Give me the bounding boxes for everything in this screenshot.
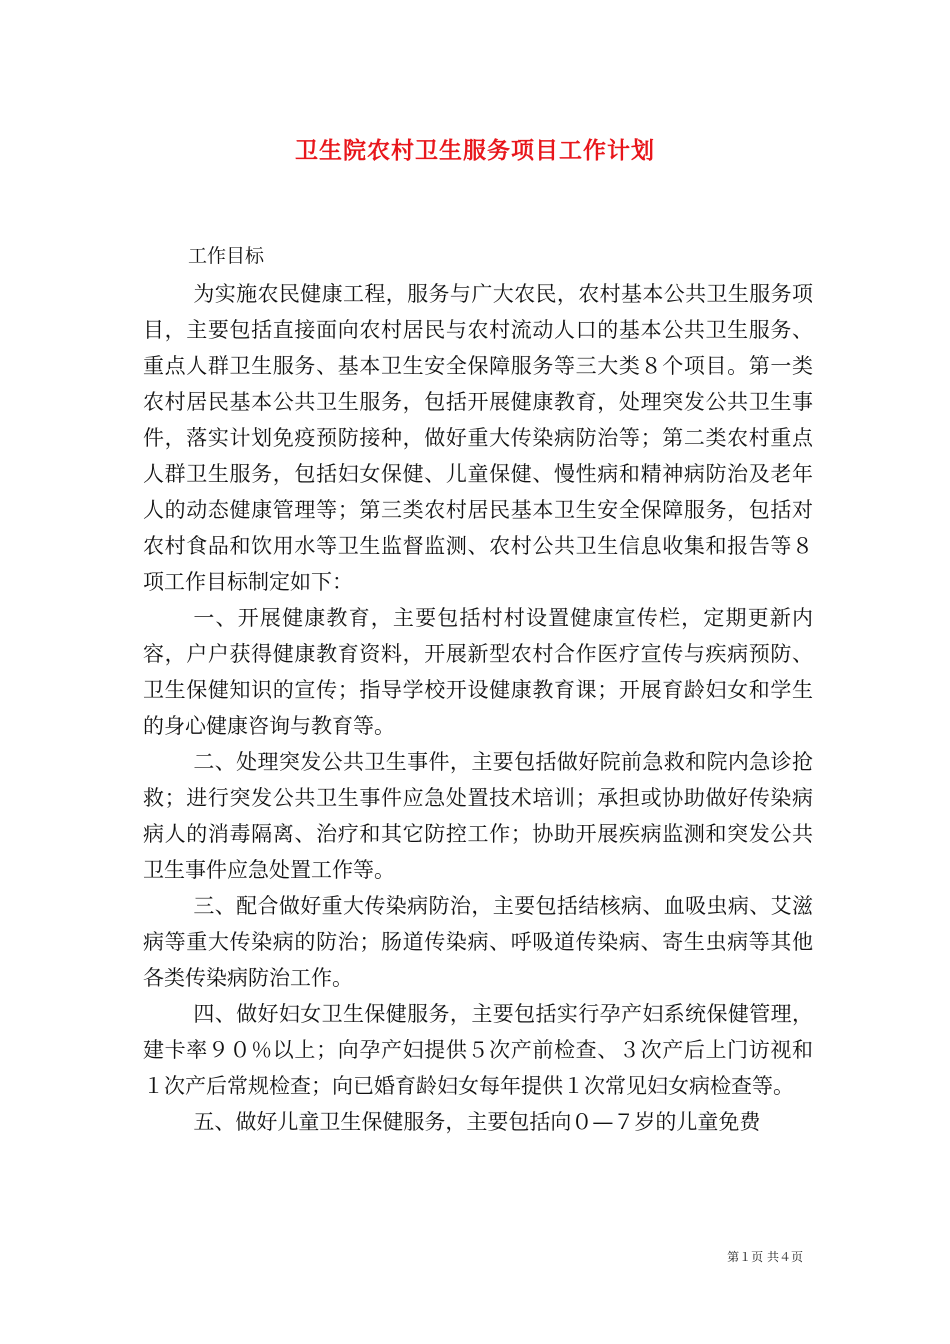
section-heading: 工作目标 [188,245,265,267]
paragraph-item-5: 五、做好儿童卫生保健服务，主要包括向０—７岁的儿童免费 [193,1110,761,1134]
document-title: 卫生院农村卫生服务项目工作计划 [295,137,655,164]
page-number-footer: 第１页 共４页 [727,1250,803,1264]
paragraph-item-1: 一、开展健康教育，主要包括村村设置健康宣传栏，定期更新内容，户户获得健康教育资料，开展新型农村合作医疗宣传与疾病预防、卫生保健知识的宣传；指导学校开设健康教育课；开展育龄妇女和学生的身心健康咨询与教育等。 [143,606,813,738]
paragraph-item-3: 三、配合做好重大传染病防治，主要包括结核病、血吸虫病、艾滋病等重大传染病的防治；肠道传染病、呼吸道传染病、寄生虫病等其他各类传染病防治工作。 [143,894,813,990]
paragraph-item-2: 二、处理突发公共卫生事件，主要包括做好院前急救和院内急诊抢救；进行突发公共卫生事件应急处置技术培训；承担或协助做好传染病病人的消毒隔离、治疗和其它防控工作；协助开展疾病监测和突发公共卫生事件应急处置工作等。 [143,750,813,882]
document-body [143,276,813,1140]
paragraph-item-4: 四、做好妇女卫生保健服务，主要包括实行孕产妇系统保健管理，建卡率９０％以上；向孕产妇提供５次产前检查、３次产后上门访视和１次产后常规检查；向已婚育龄妇女每年提供１次常见妇女病检查等。 [143,1002,813,1098]
paragraph-intro: 为实施农民健康工程，服务与广大农民，农村基本公共卫生服务项目，主要包括直接面向农村居民与农村流动人口的基本公共卫生服务、重点人群卫生服务、基本卫生安全保障服务等三大类８个项目。第一类农村居民基本公共卫生服务，包括开展健康教育，处理突发公共卫生事件，落实计划免疫预防接种，做好重大传染病防治等；第二类农村重点人群卫生服务，包括妇女保健、儿童保健、慢性病和精神病防治及老年人的动态健康管理等；第三类农村居民基本卫生安全保障服务，包括对农村食品和饮用水等卫生监督监测、农村公共卫生信息收集和报告等８项工作目标制定如下： [143,282,813,594]
